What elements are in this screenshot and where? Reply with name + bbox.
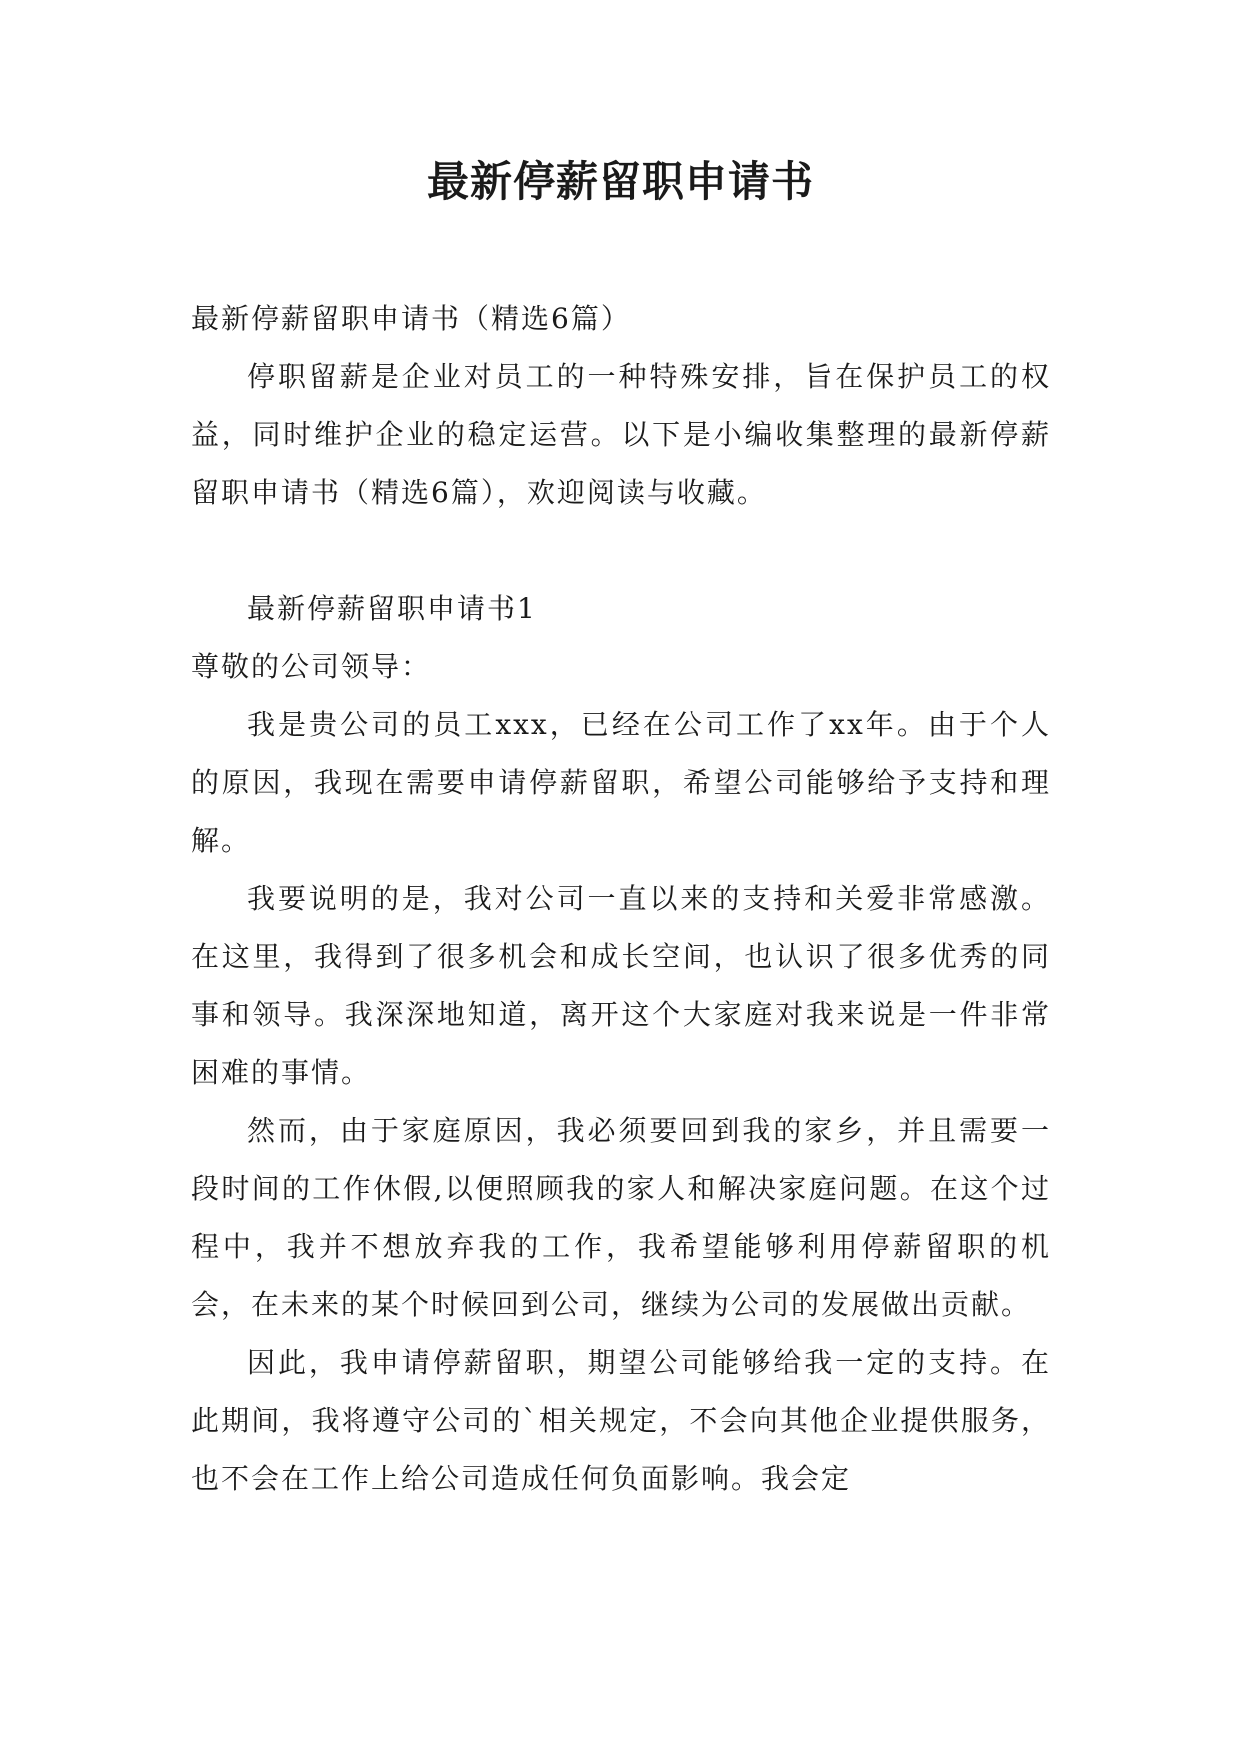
body-paragraph-1: 我是贵公司的员工xxx，已经在公司工作了xx年。由于个人的原因，我现在需要申请停薪留职，希望公司能够给予支持和理解。 bbox=[191, 708, 1051, 857]
section-heading: 最新停薪留职申请书1 bbox=[247, 592, 537, 625]
body-paragraph-4: 因此，我申请停薪留职，期望公司能够给我一定的支持。在此期间，我将遵守公司的`相关规定，不会向其他企业提供服务，也不会在工作上给公司造成任何负面影响。我会定 bbox=[191, 1346, 1051, 1495]
body-paragraph-3: 然而，由于家庭原因，我必须要回到我的家乡，并且需要一段时间的工作休假,以便照顾我的家人和解决家庭问题。在这个过程中，我并不想放弃我的工作，我希望能够利用停薪留职的机会，在未来的某个时候回到公司，继续为公司的发展做出贡献。 bbox=[191, 1114, 1051, 1321]
salutation: 尊敬的公司领导： bbox=[191, 650, 432, 683]
document-body bbox=[191, 290, 1051, 1508]
paragraph-spacer bbox=[191, 522, 1051, 580]
body-paragraph-2: 我要说明的是，我对公司一直以来的支持和关爱非常感激。在这里，我得到了很多机会和成长空间，也认识了很多优秀的同事和领导。我深深地知道，离开这个大家庭对我来说是一件非常困难的事情。 bbox=[191, 882, 1051, 1089]
document-subtitle: 最新停薪留职申请书（精选6篇） bbox=[191, 302, 631, 335]
document-title: 最新停薪留职申请书 bbox=[426, 157, 814, 206]
intro-paragraph: 停职留薪是企业对员工的一种特殊安排，旨在保护员工的权益，同时维护企业的稳定运营。以下是小编收集整理的最新停薪留职申请书（精选6篇），欢迎阅读与收藏。 bbox=[191, 360, 1051, 509]
